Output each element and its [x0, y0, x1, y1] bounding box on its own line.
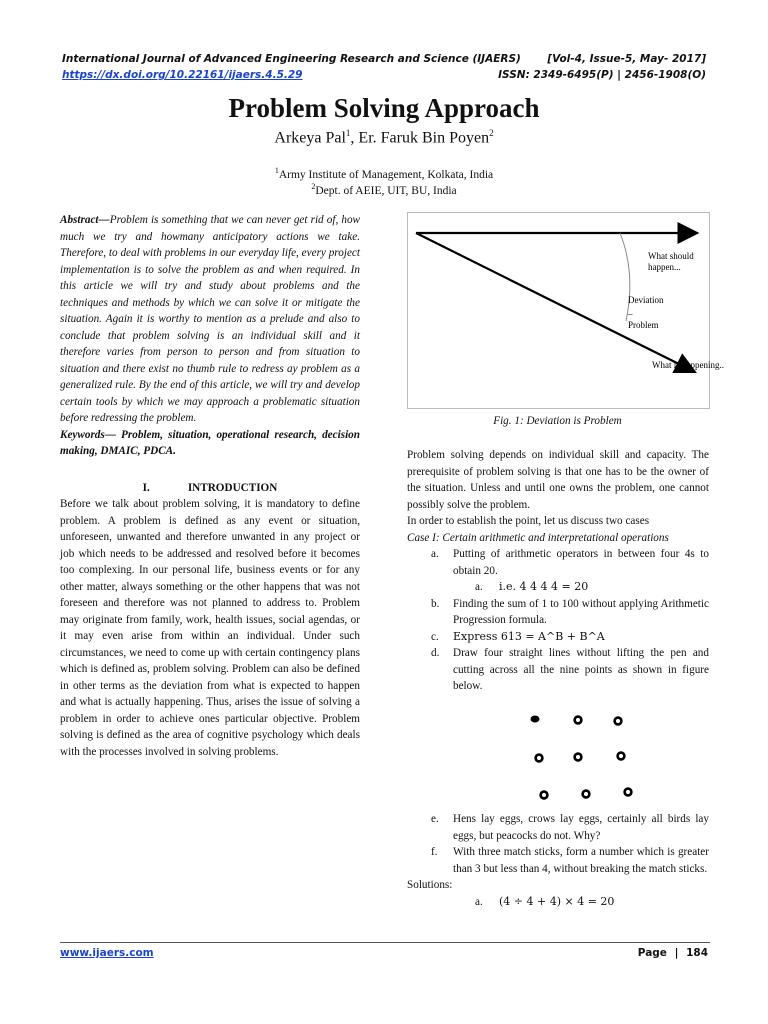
dot	[536, 755, 543, 762]
keywords-text: Problem, situation, operational research, decision making, DMAIC, PDCA.	[60, 428, 360, 457]
figure-caption: Fig. 1: Deviation is Problem	[493, 415, 622, 427]
label-what-is-happening: What is happening..	[652, 360, 724, 370]
list-item-d	[407, 645, 709, 695]
case-list	[407, 546, 709, 695]
dot	[583, 791, 590, 798]
abstract-label: Abstract—	[60, 214, 110, 226]
keywords	[60, 427, 360, 460]
abstract-text: Problem is something that we can never get rid of, how much we try and howmany anticipatory actions we take. Therefore, to deal with problems in our everyday life, every project implementation is to solve the problem as and when required. In this article we will try and study about problems and the techniques and methods by which we can solve it or mitigate the situation. Again it is worthy to mention as a prelude and also to conclude that problem solving is an individual skill and it therefore varies from person to person and from situation to situation and there exist no thumb rule to redress ay problem as a generalized rule. By the end of this article, we will try and develop certain tools by which we may approach a problematic situation before redressing the problem.	[60, 214, 360, 424]
left-column	[60, 212, 360, 760]
page-separator: |	[674, 947, 679, 959]
deviation-arc	[620, 233, 630, 321]
affiliation-1	[0, 166, 768, 181]
list-subitem	[407, 579, 709, 596]
author-1-sup: 1	[345, 128, 351, 138]
list-label: f.	[431, 846, 438, 858]
solutions-label: Solutions:	[407, 879, 453, 891]
dot	[531, 716, 539, 722]
introduction-text: Before we talk about problem solving, it is mandatory to define problem. A problem is defined as any event or situation, unforeseen, unwanted and therefore unwanted in any project or job which needs to be addressed and resolved before it becomes too complexing. In our personal life, business events or for any other matter, always something or the other happens that was not foreseen and therefore was not planned to address to. Problem may originate from family, work, health issues, social agendas, or it may even arise from within an individual. Under such circumstances, we need to come up with certain contingency plans which is defined as, problem solving. Problem can also be defined in other terms as the deviation from what is expected to happen and what is actually happening. Thus, arises the issue of solving a problem in order to achieve ones particular objective. Problem solving is defined as the area of cognitive psychology which deals with the processes involved in solving problems.	[60, 498, 360, 758]
keywords-label: Keywords—	[60, 428, 116, 441]
solution-label: a.	[475, 895, 483, 908]
author-1: Arkeya Pal	[274, 129, 346, 147]
list-label: c.	[431, 630, 439, 643]
label-happen: happen...	[648, 262, 681, 272]
list-text: Finding the sum of 1 to 100 without applying Arithmetic Progression formula.	[453, 597, 709, 626]
case-list-continued	[407, 811, 709, 877]
journal-name: International Journal of Advanced Engineering Research and Science (IJAERS)	[62, 53, 521, 65]
list-label: e.	[431, 813, 439, 825]
dot	[625, 789, 632, 796]
section-number: I.	[142, 481, 150, 494]
dot	[615, 718, 622, 725]
affiliation-2-sup: 2	[311, 182, 316, 191]
list-item-e	[407, 811, 709, 844]
label-what-should: What should	[648, 251, 694, 261]
sub-text: i.e. 4 4 4 4 = 20	[499, 580, 589, 593]
label-problem: Problem	[628, 320, 659, 330]
footer-site-link[interactable]: www.ijaers.com	[60, 947, 154, 959]
list-text: Express 613 = A^B + B^A	[453, 629, 605, 643]
case-label: Case I: Certain arithmetic and interpretational operations	[407, 531, 669, 544]
solutions-list	[407, 894, 709, 911]
author-2-sup: 2	[489, 128, 494, 138]
list-label: b.	[431, 597, 440, 610]
author-2: Er. Faruk Bin Poyen	[358, 129, 490, 147]
affiliation-2-text: Dept. of AEIE, UIT, BU, India	[315, 184, 457, 197]
affiliation-1-sup: 1	[274, 166, 279, 175]
issn-info: ISSN: 2349-6495(P) | 2456-1908(O)	[498, 69, 706, 81]
affiliation-1-text: Army Institute of Management, Kolkata, India	[278, 168, 494, 181]
para-skill: Problem solving depends on individual skill and capacity. The prerequisite of problem solving is that one has to be the owner of the situation. Unless and until one owns the problem, one cannot possibly solve the problem.	[407, 449, 709, 511]
solution-text: (4 ÷ 4 + 4) × 4 = 20	[499, 894, 615, 908]
nine-dots-figure	[520, 710, 640, 805]
solution-a	[407, 894, 709, 911]
page-label: Page	[637, 947, 667, 959]
figure-1	[407, 212, 724, 409]
footer-divider	[60, 942, 710, 943]
deviation-diagram	[408, 213, 724, 408]
list-text: Draw four straight lines without lifting the pen and cutting across all the nine points as shown in figure below.	[453, 647, 709, 692]
dot	[618, 753, 625, 760]
list-label: d.	[431, 647, 440, 659]
right-column-continued	[407, 811, 709, 910]
list-label: a.	[431, 548, 439, 560]
footer-page	[638, 947, 708, 959]
list-item-f	[407, 844, 709, 877]
volume-info: [Vol-4, Issue-5, May- 2017]	[547, 53, 706, 65]
affiliation-2	[0, 182, 768, 197]
para-cases: In order to establish the point, let us discuss two cases	[407, 515, 650, 527]
label-dash: –	[628, 309, 633, 319]
list-item-c	[407, 629, 709, 646]
list-text: Putting of arithmetic operators in between four 4s to obtain 20.	[453, 548, 709, 577]
doi-link[interactable]: https://dx.doi.org/10.22161/ijaers.4.5.29	[62, 69, 303, 81]
list-text: Hens lay eggs, crows lay eggs, certainly all birds lay eggs, but peacocks do not. Why?	[453, 813, 709, 842]
list-text: With three match sticks, form a number which is greater than 3 but less than 4, without breaking the match sticks.	[453, 846, 709, 875]
sub-label: a.	[475, 581, 483, 593]
author-line	[0, 128, 768, 147]
paper-title: Problem Solving Approach	[228, 93, 540, 123]
section-title: INTRODUCTION	[187, 481, 278, 494]
section-heading	[60, 480, 360, 497]
dot	[575, 754, 582, 761]
list-item-b	[407, 596, 709, 629]
label-deviation: Deviation	[628, 295, 664, 305]
author-separator: ,	[350, 129, 359, 147]
right-column	[407, 447, 709, 695]
dot	[541, 792, 548, 799]
abstract	[60, 212, 360, 427]
page-number: 184	[686, 947, 708, 959]
dot	[575, 717, 582, 724]
list-item-a	[407, 546, 709, 579]
